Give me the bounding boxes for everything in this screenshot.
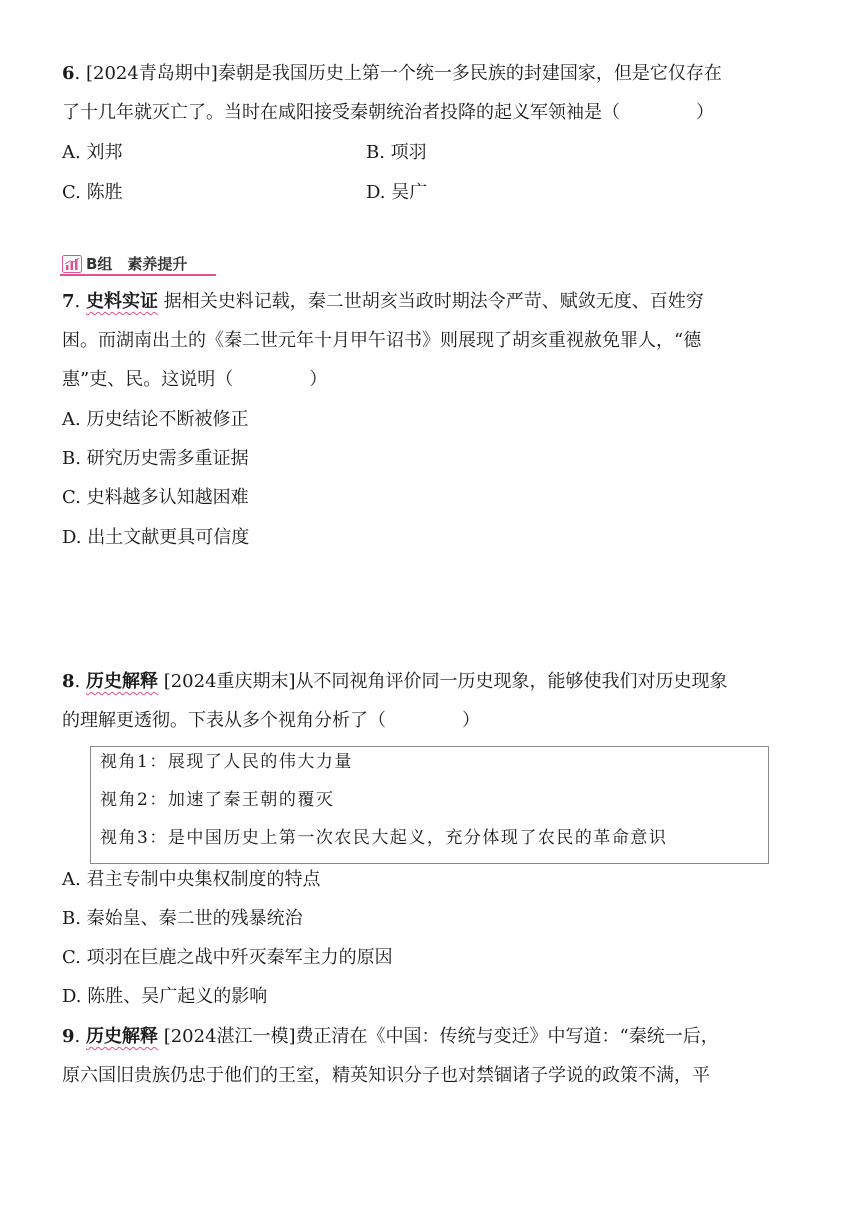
q8-tag: 历史解释: [85, 671, 158, 692]
section-b-underline: [60, 274, 216, 276]
q7-line-3: [62, 368, 327, 392]
perspective-1: 视角1：展现了人民的伟大力量: [100, 752, 353, 772]
q7-option-a[interactable]: A. 历史结论不断被修正: [62, 409, 249, 430]
q6-option-b[interactable]: B. 项羽: [366, 142, 427, 163]
section-b-label: B组 素养提升: [86, 255, 188, 273]
q6-paren-close: ）: [696, 102, 714, 123]
q9-line-1: [62, 1025, 719, 1049]
q9-tag: 历史解释: [85, 1026, 158, 1047]
q7-text-3: 惠”吏、民。这说明（: [62, 369, 234, 390]
q7-option-b[interactable]: B. 研究历史需多重证据: [62, 448, 249, 469]
q7-option-d[interactable]: D. 出土文献更具可信度: [62, 527, 250, 548]
q8-text-1: [2024重庆期末]从不同视角评价同一历史现象，能够使我们对历史现象: [157, 671, 728, 692]
section-b-header: [60, 253, 216, 275]
q7-line-1: [62, 290, 704, 314]
perspective-2: 视角2：加速了秦王朝的覆灭: [100, 790, 335, 810]
q6-option-d[interactable]: D. 吴广: [366, 182, 428, 203]
q9-dot: .: [74, 1026, 86, 1047]
q6-text-2: 了十几年就灭亡了。当时在咸阳接受秦朝统治者投降的起义军领袖是（: [62, 102, 620, 123]
q6-line-2: [62, 101, 714, 125]
q8-option-d[interactable]: D. 陈胜、吴广起义的影响: [62, 986, 268, 1007]
q9-number: 9: [62, 1026, 75, 1047]
q6-number: 6: [62, 63, 75, 84]
q9-line-2: 原六国旧贵族仍忠于他们的王室，精英知识分子也对禁锢诸子学说的政策不满，平: [62, 1065, 710, 1086]
q8-line-2: [62, 709, 480, 733]
q7-dot: .: [74, 291, 86, 312]
q7-tag: 史料实证: [85, 291, 158, 312]
q7-line-2: 困。而湖南出土的《秦二世元年十月甲午诏书》则展现了胡亥重视赦免罪人，“德: [62, 330, 702, 351]
q8-text-2: 的理解更透彻。下表从多个视角分析了（: [62, 710, 386, 731]
q7-option-c[interactable]: C. 史料越多认知越困难: [62, 487, 249, 508]
q8-dot: .: [74, 671, 86, 692]
q6-text-1: . [2024青岛期中]秦朝是我国历史上第一个统一多民族的封建国家，但是它仅存在: [74, 63, 722, 84]
q6-line-1: [62, 62, 722, 86]
q6-option-a[interactable]: A. 刘邦: [62, 142, 123, 163]
q8-option-a[interactable]: A. 君主专制中央集权制度的特点: [62, 869, 321, 890]
q8-option-c[interactable]: C. 项羽在巨鹿之战中歼灭秦军主力的原因: [62, 947, 393, 968]
q8-option-b[interactable]: B. 秦始皇、秦二世的残暴统治: [62, 908, 303, 929]
perspective-3: 视角3：是中国历史上第一次农民大起义，充分体现了农民的革命意识: [100, 828, 668, 848]
q7-text-1: 据相关史料记载，秦二世胡亥当政时期法令严苛、赋敛无度、百姓穷: [157, 291, 704, 312]
perspectives-table: [90, 746, 769, 864]
q8-line-1: [62, 670, 728, 694]
q9-text-1: [2024湛江一模]费正清在《中国：传统与变迁》中写道：“秦统一后，: [157, 1026, 719, 1047]
bar-chart-icon: [62, 255, 82, 273]
q6-option-c[interactable]: C. 陈胜: [62, 182, 123, 203]
q8-paren-close: ）: [462, 710, 480, 731]
q7-number: 7: [62, 291, 75, 312]
q8-number: 8: [62, 671, 75, 692]
q7-paren-close: ）: [309, 369, 328, 390]
